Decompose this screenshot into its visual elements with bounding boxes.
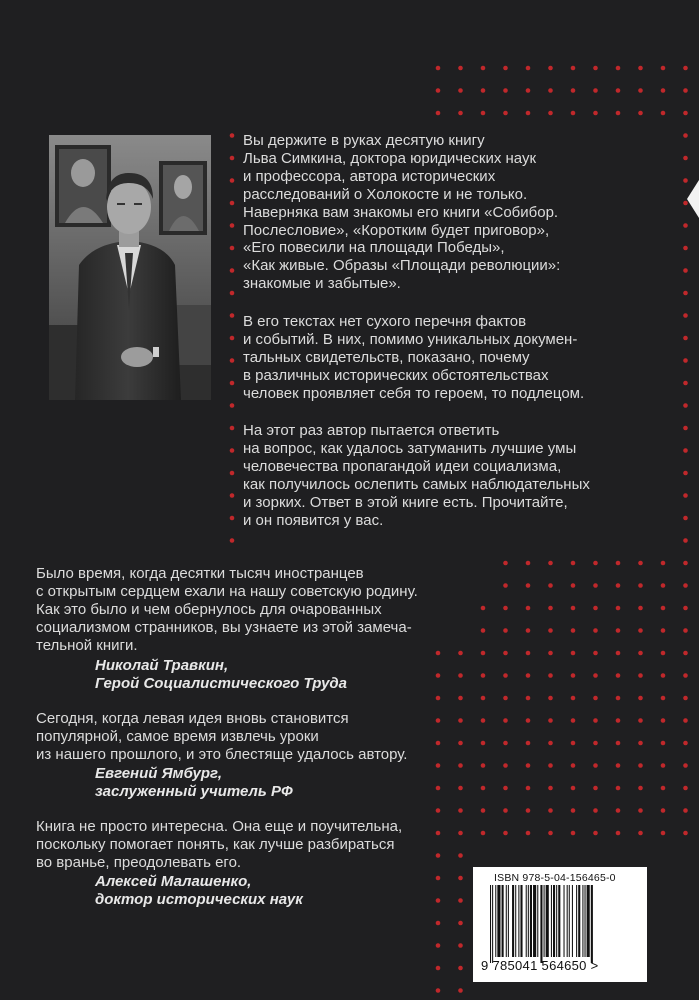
- quote-3-text: Книга не просто интересна. Она еще и поучительна, поскольку помогает понять, как лучше разбираться во вранье, преодолевать его.: [36, 818, 403, 871]
- quote-1-author: Николай Травкин,: [95, 657, 229, 674]
- dot: [571, 88, 576, 93]
- dot: [683, 291, 688, 296]
- dot: [526, 786, 531, 791]
- dot: [571, 696, 576, 701]
- dot: [526, 111, 531, 116]
- dot: [230, 358, 235, 363]
- dot: [436, 921, 441, 926]
- dot: [526, 808, 531, 813]
- dot: [458, 111, 463, 116]
- dot: [593, 808, 598, 813]
- dot: [683, 831, 688, 836]
- dot: [230, 448, 235, 453]
- dot: [571, 583, 576, 588]
- dot: [458, 966, 463, 971]
- dot: [593, 561, 598, 566]
- dot: [571, 606, 576, 611]
- dot: [230, 426, 235, 431]
- dot: [683, 538, 688, 543]
- dot: [481, 66, 486, 71]
- dot: [683, 133, 688, 138]
- dot: [638, 583, 643, 588]
- dot: [503, 741, 508, 746]
- dot: [548, 718, 553, 723]
- dot: [638, 673, 643, 678]
- dot: [661, 763, 666, 768]
- quote-3-author-title: доктор исторических наук: [95, 891, 303, 908]
- dot: [571, 741, 576, 746]
- dot: [548, 741, 553, 746]
- dot: [436, 786, 441, 791]
- dot: [683, 718, 688, 723]
- dot: [593, 66, 598, 71]
- dot: [458, 88, 463, 93]
- dot: [436, 88, 441, 93]
- dot: [526, 88, 531, 93]
- dot: [593, 831, 598, 836]
- dot: [683, 673, 688, 678]
- dot: [616, 696, 621, 701]
- dot: [638, 111, 643, 116]
- triangle-notch-icon: [687, 180, 699, 218]
- dot: [616, 561, 621, 566]
- dot: [616, 786, 621, 791]
- dot: [481, 606, 486, 611]
- dot: [683, 336, 688, 341]
- dot: [638, 808, 643, 813]
- intro-paragraph-1: Вы держите в руках десятую книгу Льва Симкина, доктора юридических наук и профессора, автора исторических расследований о Холокосте и не только. Наверняка вам знакомы его книги «Собибор. Послесловие», «Коротким будет приговор», «Его повесили на площади Победы», «Как живые. Образы «Площади революции»: знакомые и забытые».: [243, 132, 561, 293]
- barcode-box: [473, 867, 647, 982]
- dot: [683, 696, 688, 701]
- dot: [593, 628, 598, 633]
- quote-2-author: Евгений Ямбург,: [95, 765, 223, 782]
- dot: [230, 313, 235, 318]
- dot: [230, 381, 235, 386]
- dot: [230, 246, 235, 251]
- dot: [683, 66, 688, 71]
- dot: [593, 88, 598, 93]
- dot: [616, 673, 621, 678]
- dot: [616, 628, 621, 633]
- dot: [526, 606, 531, 611]
- dot: [436, 763, 441, 768]
- quote-3-author: Алексей Малашенко,: [95, 873, 252, 890]
- dot: [571, 673, 576, 678]
- dot: [683, 808, 688, 813]
- dot: [503, 786, 508, 791]
- dot: [230, 516, 235, 521]
- dot: [458, 876, 463, 881]
- dot: [230, 223, 235, 228]
- dot: [503, 673, 508, 678]
- dot: [503, 651, 508, 656]
- dot: [503, 606, 508, 611]
- dot: [526, 561, 531, 566]
- dot: [683, 471, 688, 476]
- dot: [683, 763, 688, 768]
- dot: [683, 381, 688, 386]
- dot: [526, 673, 531, 678]
- dot: [481, 88, 486, 93]
- dot: [230, 291, 235, 296]
- dot: [230, 336, 235, 341]
- dot: [230, 493, 235, 498]
- dot: [481, 111, 486, 116]
- dot: [638, 741, 643, 746]
- dot: [661, 741, 666, 746]
- dot: [661, 111, 666, 116]
- dot: [526, 741, 531, 746]
- dot: [638, 763, 643, 768]
- dot: [593, 696, 598, 701]
- dot: [230, 178, 235, 183]
- dot: [683, 606, 688, 611]
- dot: [458, 786, 463, 791]
- dot: [683, 448, 688, 453]
- dot: [683, 268, 688, 273]
- dot: [458, 808, 463, 813]
- dot: [503, 718, 508, 723]
- dot: [230, 538, 235, 543]
- dot: [481, 696, 486, 701]
- dot: [481, 741, 486, 746]
- dot: [593, 718, 598, 723]
- dot: [436, 808, 441, 813]
- dot: [683, 786, 688, 791]
- dot: [638, 88, 643, 93]
- dot: [436, 876, 441, 881]
- dot: [458, 696, 463, 701]
- dot: [526, 718, 531, 723]
- dot: [436, 966, 441, 971]
- dot: [526, 628, 531, 633]
- dot: [616, 808, 621, 813]
- dot: [593, 741, 598, 746]
- dot: [548, 88, 553, 93]
- dot: [548, 763, 553, 768]
- dot: [458, 66, 463, 71]
- dot: [616, 651, 621, 656]
- dot: [616, 718, 621, 723]
- dot: [683, 223, 688, 228]
- dot: [548, 66, 553, 71]
- dot: [526, 831, 531, 836]
- dot: [571, 561, 576, 566]
- dot: [616, 111, 621, 116]
- dot: [503, 561, 508, 566]
- dot: [683, 313, 688, 318]
- dot: [230, 156, 235, 161]
- dot: [683, 358, 688, 363]
- dot: [571, 651, 576, 656]
- dot: [436, 943, 441, 948]
- dot: [683, 403, 688, 408]
- dot: [481, 831, 486, 836]
- dot: [661, 831, 666, 836]
- dot: [593, 763, 598, 768]
- dot: [661, 696, 666, 701]
- dot: [458, 763, 463, 768]
- dot: [481, 718, 486, 723]
- dot: [638, 831, 643, 836]
- dot: [638, 561, 643, 566]
- dot: [526, 651, 531, 656]
- dot: [571, 66, 576, 71]
- dot: [638, 696, 643, 701]
- dot: [683, 111, 688, 116]
- dot: [638, 651, 643, 656]
- dot: [481, 763, 486, 768]
- dot: [616, 583, 621, 588]
- dot: [481, 673, 486, 678]
- quote-1-author-title: Герой Социалистического Труда: [95, 675, 348, 692]
- dot: [526, 66, 531, 71]
- dot: [503, 628, 508, 633]
- dot: [458, 943, 463, 948]
- dot: [230, 268, 235, 273]
- dot: [683, 628, 688, 633]
- dot: [230, 471, 235, 476]
- dot: [593, 651, 598, 656]
- dot: [683, 583, 688, 588]
- dot: [571, 763, 576, 768]
- dot: [638, 718, 643, 723]
- dot: [436, 988, 441, 993]
- dot: [548, 808, 553, 813]
- dot: [661, 66, 666, 71]
- dot: [548, 561, 553, 566]
- dot: [436, 111, 441, 116]
- dot: [638, 606, 643, 611]
- dot: [526, 583, 531, 588]
- dot: [481, 786, 486, 791]
- dot: [593, 673, 598, 678]
- dot: [571, 628, 576, 633]
- dot: [638, 66, 643, 71]
- dot: [503, 831, 508, 836]
- dot: [481, 651, 486, 656]
- dot: [593, 583, 598, 588]
- dot: [436, 673, 441, 678]
- dot: [548, 651, 553, 656]
- dot: [661, 718, 666, 723]
- quote-2-text: Сегодня, когда левая идея вновь становится популярной, самое время извлечь уроки из нашего прошлого, и это блестяще удалось автору.: [36, 710, 408, 763]
- dot: [683, 516, 688, 521]
- dot: [548, 831, 553, 836]
- quote-2-author-title: заслуженный учитель РФ: [95, 783, 293, 800]
- isbn-label: ISBN 978-5-04-156465-0: [494, 872, 616, 884]
- dot: [593, 606, 598, 611]
- dot: [458, 988, 463, 993]
- dot: [526, 763, 531, 768]
- dot: [638, 628, 643, 633]
- dot: [683, 741, 688, 746]
- dot: [548, 786, 553, 791]
- dot: [683, 426, 688, 431]
- dot: [503, 111, 508, 116]
- dot: [571, 831, 576, 836]
- dot: [616, 606, 621, 611]
- barcode-digits: 9 785041 564650 >: [481, 958, 599, 973]
- dot: [548, 673, 553, 678]
- dot: [661, 786, 666, 791]
- dot: [548, 628, 553, 633]
- dot: [548, 111, 553, 116]
- author-portrait-icon: [49, 135, 211, 400]
- dot: [683, 88, 688, 93]
- dot: [616, 66, 621, 71]
- author-photo: [49, 135, 211, 400]
- dot: [458, 921, 463, 926]
- dot: [683, 651, 688, 656]
- dot: [548, 696, 553, 701]
- dot: [661, 88, 666, 93]
- dot: [661, 583, 666, 588]
- dot: [458, 673, 463, 678]
- dot: [481, 628, 486, 633]
- dot: [548, 606, 553, 611]
- barcode-icon: [490, 885, 630, 963]
- dot: [661, 561, 666, 566]
- dot: [503, 808, 508, 813]
- dot: [661, 651, 666, 656]
- dot: [230, 201, 235, 206]
- dot: [571, 786, 576, 791]
- dot: [503, 66, 508, 71]
- dot: [503, 696, 508, 701]
- dot: [436, 696, 441, 701]
- dot: [593, 111, 598, 116]
- dot: [481, 808, 486, 813]
- intro-paragraph-2: В его текстах нет сухого перечня фактов и событий. В них, помимо уникальных докумен- тальных свидетельств, показано, почему в различных исторических обстоятельствах человек проявляет себя то героем, то подлецом.: [243, 313, 585, 402]
- dot: [661, 808, 666, 813]
- dot: [616, 88, 621, 93]
- dot: [503, 763, 508, 768]
- dot: [571, 718, 576, 723]
- dot: [661, 673, 666, 678]
- dot: [683, 561, 688, 566]
- dot: [661, 628, 666, 633]
- dot: [503, 583, 508, 588]
- dot: [638, 786, 643, 791]
- dot: [230, 403, 235, 408]
- dot: [436, 898, 441, 903]
- dot: [616, 763, 621, 768]
- dot: [458, 898, 463, 903]
- dot: [503, 88, 508, 93]
- dot: [230, 133, 235, 138]
- quote-1-text: Было время, когда десятки тысяч иностранцев с открытым сердцем ехали на нашу советскую родину. Как это было и чем обернулось для очарованных социализмом странников, вы узнаете из этой замеча- тельной книги.: [36, 565, 418, 654]
- dot: [571, 111, 576, 116]
- dot: [548, 583, 553, 588]
- dot: [436, 66, 441, 71]
- intro-paragraph-3: На этот раз автор пытается ответить на вопрос, как удалось затуманить лучшие умы человечества пропагандой идеи социализма, как получилось ослепить самых наблюдательных и зорких. Ответ в этой книге есть. Прочитайте, и он появится у вас.: [243, 422, 590, 529]
- dot: [571, 808, 576, 813]
- dot: [526, 696, 531, 701]
- dot: [661, 606, 666, 611]
- dot: [616, 741, 621, 746]
- dot: [683, 246, 688, 251]
- dot: [593, 786, 598, 791]
- dot: [683, 493, 688, 498]
- dot: [616, 831, 621, 836]
- dot: [683, 156, 688, 161]
